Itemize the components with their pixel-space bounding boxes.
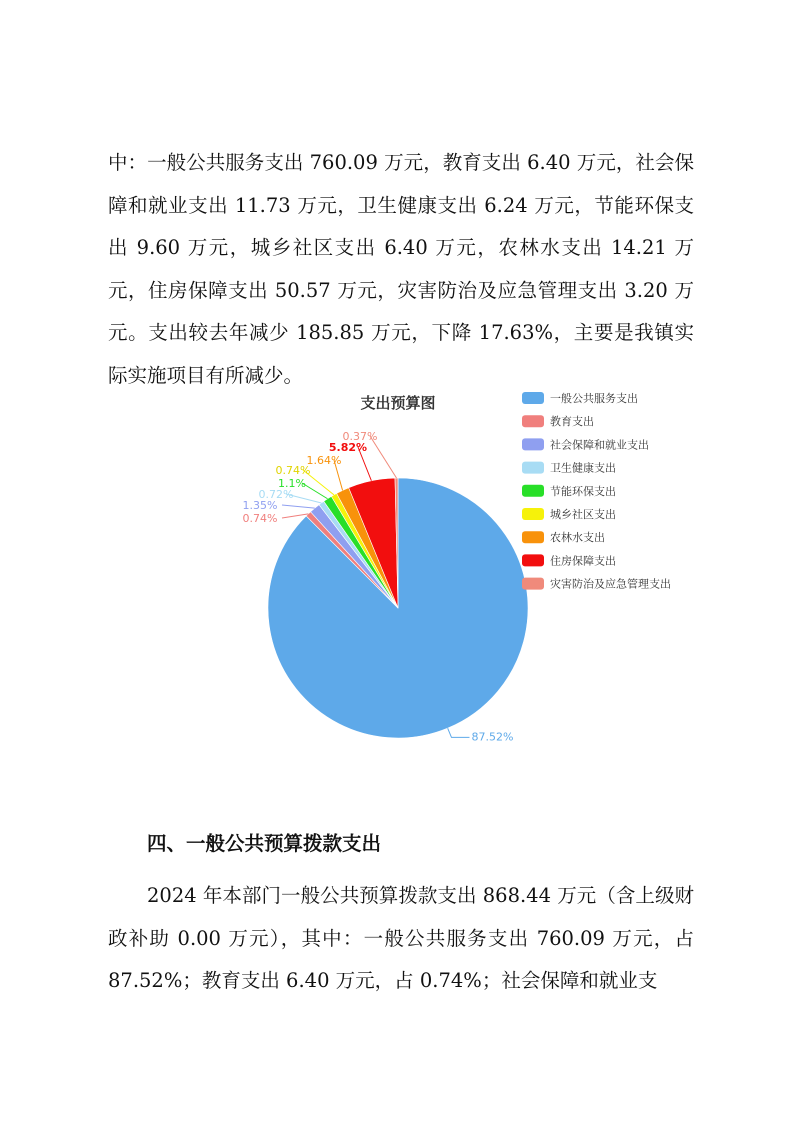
label-leader-line	[448, 728, 470, 737]
slice-label: 87.52%	[471, 730, 514, 744]
slice-label: 1.64%	[306, 454, 342, 467]
legend-label: 农林水支出	[550, 531, 605, 545]
body-paragraph-2: 2024 年本部门一般公共预算拨款支出 868.44 万元（含上级财政补助 0.00 万元），其中：一般公共服务支出 760.09 万元，占 87.52%；教育支出 6.40 万元，占 0.74%；社会保障和就业支	[108, 884, 694, 992]
legend-swatch	[522, 462, 544, 474]
label-leader-line	[282, 505, 315, 508]
section-heading: 四、一般公共预算拨款支出	[147, 832, 382, 855]
chart-legend	[522, 391, 671, 591]
slice-label: 0.74%	[242, 512, 278, 525]
legend-swatch	[522, 531, 544, 543]
expenditure-pie-chart	[200, 380, 700, 780]
legend-swatch	[522, 485, 544, 497]
legend-swatch	[522, 392, 544, 404]
legend-swatch	[522, 438, 544, 450]
legend-label: 一般公共服务支出	[550, 392, 638, 405]
slice-label: 0.37%	[342, 430, 378, 443]
legend-label: 社会保障和就业支出	[550, 438, 649, 452]
pie-slices	[268, 478, 528, 738]
legend-swatch	[522, 578, 544, 590]
slice-label: 5.82%	[328, 441, 368, 454]
legend-label: 节能环保支出	[550, 484, 616, 498]
slice-label: 1.1%	[278, 477, 306, 490]
legend-swatch	[522, 415, 544, 427]
slice-label: 0.74%	[275, 464, 311, 477]
legend-label: 灾害防治及应急管理支出	[550, 577, 671, 591]
legend-label: 城乡社区支出	[550, 508, 616, 521]
legend-label: 住房保障支出	[550, 554, 616, 568]
legend-label: 教育支出	[550, 415, 594, 429]
legend-swatch	[522, 554, 544, 566]
legend-swatch	[522, 508, 544, 520]
chart-title: 支出预算图	[360, 394, 436, 412]
slice-label: 0.72%	[258, 488, 294, 501]
slice-label: 1.35%	[242, 499, 278, 512]
legend-label: 卫生健康支出	[550, 461, 616, 475]
body-paragraph: 中：一般公共服务支出 760.09 万元，教育支出 6.40 万元，社会保障和就业支出 11.73 万元，卫生健康支出 6.24 万元，节能环保支出 9.60 万元，城乡社区支出 6.40 万元，农林水支出 14.21 万元，住房保障支出 50.57 万元，灾害防治及应急管理支出 3.20 万元。支出较去年减少 185.85 万元，下降 17.63%，主要是我镇实际实施项目有所减少。	[108, 151, 694, 387]
